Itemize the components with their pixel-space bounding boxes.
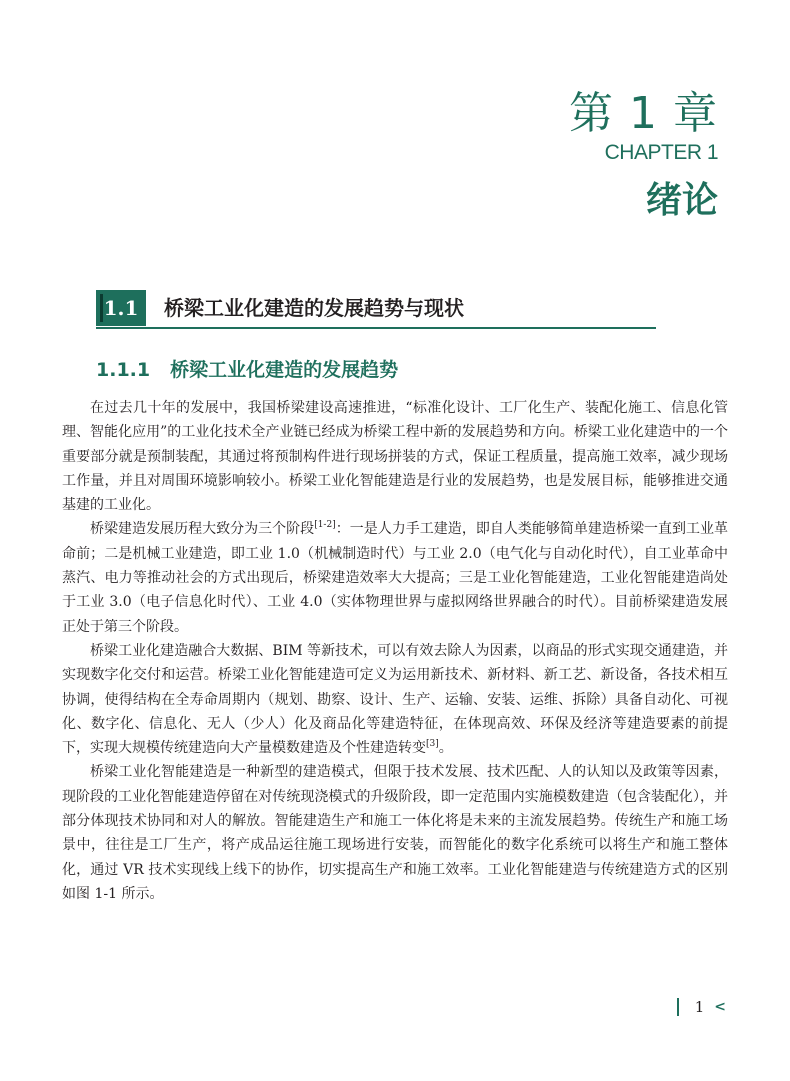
page-footer <box>677 996 726 1018</box>
footer-divider <box>677 998 679 1016</box>
paragraph-3-text-a: 桥梁工业化建造融合大数据、BIM 等新技术，可以有效去除人为因素，以商品的形式实现交通建造，并实现数字化交付和运营。桥梁工业化智能建造可定义为运用新技术、新材料、新工艺、新设备，各技术相互协调，使得结构在全寿命周期内（规划、勘察、设计、生产、运输、安装、运维、拆除）具备自动化、可视化、数字化、信息化、无人（少人）化及商品化等建造特征，在体现高效、环保及经济等建造要素的前提下，实现大规模传统建造向大产量模数建造及个性建造转变 <box>62 642 728 757</box>
section-heading <box>96 290 736 330</box>
subsection-heading <box>96 356 398 384</box>
paragraph-3-text-b: 。 <box>438 740 453 757</box>
paragraph-4: 桥梁工业化智能建造是一种新型的建造模式，但限于技术发展、技术匹配、人的认知以及政策等因素，现阶段的工业化智能建造停留在对传统现浇模式的升级阶段，即一定范围内实施模数建造（包含装配化），并部分体现技术协同和对人的解放。智能建造生产和施工一体化将是未来的主流发展趋势。传统生产和施工场景中，往往是工厂生产，将产成品运往施工现场进行安装，而智能化的数字化系统可以将生产和施工整体化，通过 VR 技术实现线上线下的协作，切实提高生产和施工效率。工业化智能建造与传统建造方式的区别如图 1-1 所示。 <box>62 764 728 902</box>
section-title: 桥梁工业化建造的发展趋势与现状 <box>164 296 464 320</box>
chapter-title: 绪论 <box>645 180 718 221</box>
section-number: 1.1 <box>103 296 139 320</box>
body-text <box>62 396 728 906</box>
paragraph-3 <box>62 639 728 760</box>
paragraph-2-text-b: ：一是人力手工建造，即自人类能够简单建造桥梁一直到工业革命前；二是机械工业建造，即工业 1.0（机械制造时代）与工业 2.0（电气化与自动化时代），自工业革命中蒸汽、电力等推动社会的方式出现后，桥梁建造效率大大提高；三是工业化智能建造，工业化智能建造尚处于工业 3.0（电子信息化时代）、工业 4.0（实体物理世界与虚拟网络世界融合的时代）。目前桥梁建造发展正处于第三个阶段。 <box>62 521 729 635</box>
paragraph-1: 在过去几十年的发展中，我国桥梁建设高速推进，“标准化设计、工厂化生产、装配化施工、信息化管理、智能化应用”的工业化技术全产业链已经成为桥梁工程中新的发展趋势和方向。桥梁工业化建造中的一个重要部分就是预制装配，其通过将预制构件进行现场拼装的方式，保证工程质量，提高施工效率，减少现场工作量，并且对周围环境影响较小。桥梁工业化智能建造是行业的发展趋势，也是发展目标，能够推进交通基建的工业化。 <box>62 400 728 514</box>
back-arrow-icon: < <box>714 999 726 1015</box>
citation-1-2[interactable]: [1-2] <box>314 520 336 531</box>
section-number-box <box>96 290 146 326</box>
chapter-number: 第 1 章 <box>569 88 718 139</box>
subsection-number: 1.1.1 <box>96 359 151 381</box>
section-rule <box>96 327 656 329</box>
paragraph-2 <box>62 517 728 638</box>
page-number: 1 <box>694 998 705 1016</box>
section-number-bar <box>100 294 103 322</box>
chapter-english-label: CHAPTER 1 <box>604 141 718 164</box>
subsection-title: 桥梁工业化建造的发展趋势 <box>170 359 399 381</box>
paragraph-2-text-a: 桥梁建造发展历程大致分为三个阶段 <box>90 521 315 538</box>
citation-3[interactable]: [3] <box>426 739 439 750</box>
